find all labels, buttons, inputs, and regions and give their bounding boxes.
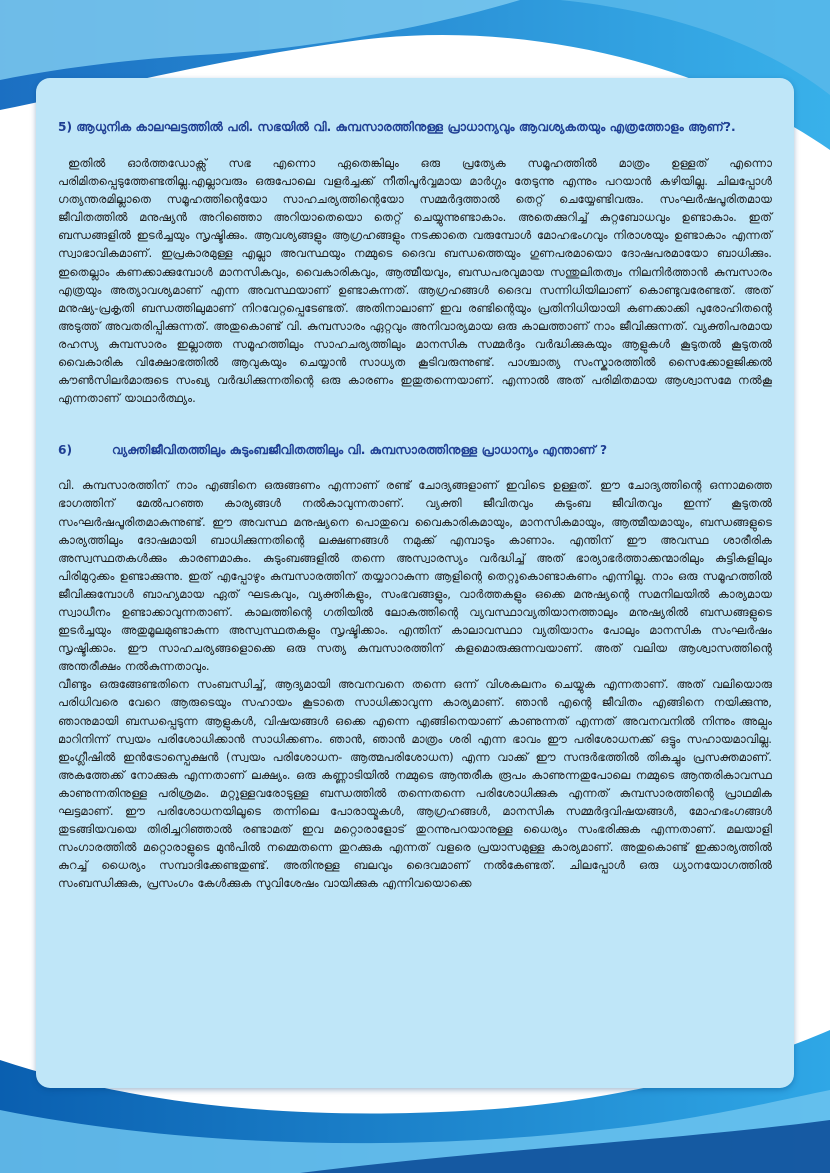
question-6-answer-paragraph-2: വീണ്ടും ഒരുങ്ങേണ്ടതിനെ സംബന്ധിച്ച്, ആദ്യമായി അവനവനെ തന്നെ ഒന്ന് വിശകലനം ചെയ്യുക എന്നതാണ്. അത് വലിയൊരു പരിധിവരെ വേറെ ആരുടെയും സഹായം കൂടാതെ സാധിക്കാവുന്ന കാര്യമാണ്. ഞാൻ എന്റെ ജീവിതം എങ്ങിനെ നയിക്കുന്നു, ഞാനുമായി ബന്ധപ്പെടുന്ന ആളുകൾ, വിഷയങ്ങൾ ഒക്കെ എന്നെ എങ്ങിനെയാണ് കാണുന്നത് എന്നത് അവനവനിൽ നിന്നും അല്പം മാറിനിന്ന് സ്വയം പരിശോധിക്കാൻ സാധിക്കണം. ഞാൻ, ഞാൻ മാത്രം ശരി എന്ന ഭാവം ഈ പരിശോധനക്ക് ഒട്ടും സഹായമാവില്ല. ഇംഗ്ലീഷിൽ ഇൻട്രോസ്പെക്ഷൻ (സ്വയം പരിശോധന- ആത്മപരിശോധന) എന്ന വാക്ക് ഈ സന്ദർഭത്തിൽ തികച്ചും പ്രസക്തമാണ്. അകത്തേക്ക് നോക്കുക എന്നതാണ് ലക്ഷ്യം. ഒരു കണ്ണാടിയിൽ നമ്മുടെ ആന്തരീക രൂപം കാണുന്നതുപോലെ നമ്മുടെ ആന്തരികാവസ്ഥ കാണുന്നതിനുള്ള പരിശ്രമം. മറ്റുള്ളവരോടുള്ള ബന്ധത്തിൽ തന്നെതന്നെ പരിശോധിക്കുക എന്നത് കുമ്പസാരത്തിന്റെ പ്രാഥമിക ഘട്ടമാണ്. ഈ പരിശോധനയിലൂടെ തന്നിലെ പോരായ്മകൾ, ആഗ്രഹങ്ങൾ, മാനസിക സമ്മർദ്ദവിഷയങ്ങൾ, മോഹഭംഗങ്ങൾ തുടങ്ങിയവയെ തിരിച്ചറിഞ്ഞാൽ രണ്ടാമത് ഇവ മറ്റൊരാളോട് തുറന്നുപറയാനുള്ള ധൈര്യം സംഭരിക്കുക എന്നതാണ്. മലയാളി സംഗാരത്തിൽ മറ്റൊരാളുടെ മുൻപിൽ നമ്മെതന്നെ തുറക്കുക എന്നത് വളരെ പ്രയാസമുള്ള കാര്യമാണ്. അതുകൊണ്ട് ഇക്കാര്യത്തിൽ കുറച്ച് ധൈര്യം സമ്പാദിക്കേണ്ടതുണ്ട്. അതിനുള്ള ബലവും ദൈവമാണ് നൽകേണ്ടത്. ചിലപ്പോൾ ഒരു ധ്യാനയോഗത്തിൽ സംബന്ധിക്കുക, പ്രസംഗം കേൾക്കുക സുവിശേഷം വായിക്കുക എന്നിവയൊക്കെ <box>58 677 772 891</box>
question-6-number: 6) <box>58 443 73 458</box>
question-6-title: വ്യക്തിജീവിതത്തിലും കുടുംബജീവിതത്തിലും വി. കുമ്പസാരത്തിനുള്ള പ്രാധാന്യം എന്താണ് ? <box>112 443 608 458</box>
content-card <box>36 78 794 1088</box>
question-5-answer: ഇതിൽ ഓർത്തഡോക്സ് സഭ എന്നൊ ഏതെങ്കിലും ഒരു പ്രത്യേക സമൂഹത്തിൽ മാത്രം ഉള്ളത് എന്നൊ പരിമിതപ്പെടുത്തേണ്ടതില്ല.എല്ലാവരും ഒരുപോലെ വളർച്ചക്ക് നീതിപൂർവ്വമായ മാർഗ്ഗം തേടുന്നു എന്നും പറയാൻ കഴിയില്ല. ചിലപ്പോൾ ഗത്യന്തരമില്ലാതെ സമൂഹത്തിന്റെയോ സാഹചര്യത്തിന്റെയോ സമ്മർദ്ദത്താൽ തെറ്റ് ചെയ്യേണ്ടിവരും. സംഘർഷപൂരിതമായ ജീവിതത്തിൽ മനുഷ്യൻ അറിഞ്ഞൊ അറിയാതെയൊ തെറ്റ് ചെയ്യുന്നുണ്ടാകാം. അതെക്കുറിച്ച് കുറ്റബോധവും ഉണ്ടാകാം. ഇത് ബന്ധങ്ങളിൽ ഇടർച്ചയും സൃഷ്ടിക്കും. ആവശ്യങ്ങളും ആഗ്രഹങ്ങളും നടക്കാതെ വരുമ്പോൾ മോഹഭംഗവും നിരാശയും ഉണ്ടാകാം എന്നത് സ്വാഭാവികമാണ്. ഇപ്രകാരമുള്ള എല്ലാ അവസ്ഥയും നമ്മുടെ ദൈവ ബന്ധത്തെയും ഗുണപരമായൊ ദോഷപരമായോ ബാധിക്കും. ഇതെല്ലാം കണക്കാക്കുമ്പോൾ മാനസികവും, വൈകാരികവും, ആത്മീയവും, ബന്ധപരവുമായ സന്തുലിതത്വം നിലനിർത്താൻ കുമ്പസാരം എത്രയും അത്യാവശ്യമാണ് എന്ന അവസ്ഥയാണ് ഉണ്ടാകുന്നത്. ആഗ്രഹങ്ങൾ ദൈവ സന്നിധിയിലാണ് കൊണ്ടുവരേണ്ടത്. അത് മനുഷ്യ-പ്രകൃതി ബന്ധത്തിലുമാണ് നിറവേറ്റപ്പെടേണ്ടത്. അതിനാലാണ് ഇവ രണ്ടിന്റെയും പ്രതിനിധിയായി കണക്കാക്കി പുരോഹിതന്റെ അടുത്ത് അവതരിപ്പിക്കുന്നത്. അതുകൊണ്ട് വി. കുമ്പസാരം ഏറ്റവും അനിവാര്യമായ ഒരു കാലത്താണ് നാം ജീവിക്കുന്നത്. വ്യക്തിപരമായ രഹസ്യ കുമ്പസാരം ഇല്ലാത്ത സമൂഹത്തിലും സാഹചര്യത്തിലും മാനസിക സമ്മർദ്ദം വർദ്ധിക്കുകയും ആളുകൾ കൂടുതൽ കൂടുതൽ വൈകാരിക വിക്ഷോഭത്തിൽ ആവുകയും ചെയ്യാൻ സാധ്യത കൂടിവരുന്നുണ്ട്. പാശ്ചാത്യ സംസ്കാരത്തിൽ സൈക്കോളജിക്കൽ കൗൺസിലർമാരുടെ സംഖ്യ വർദ്ധിക്കുന്നതിന്റെ ഒരു കാരണം ഇതുതന്നെയാണ്. എന്നാൽ അത് പരിമിതമായ ആശ്വാസമേ നൽകൂ എന്നതാണ് യാഥാർത്ഥ്യം. <box>58 156 772 406</box>
question-6-heading <box>58 441 772 460</box>
question-6-answer-paragraph-1: വി. കുമ്പസാരത്തിന് നാം എങ്ങിനെ ഒരുങ്ങണം എന്നാണ് രണ്ട് ചോദ്യങ്ങളാണ് ഇവിടെ ഉള്ളത്. ഈ ചോദ്യത്തിന്റെ ഒന്നാമത്തെ ഭാഗത്തിന് മേൽപറഞ്ഞ കാര്യങ്ങൾ നൽകാവുന്നതാണ്. വ്യക്തി ജീവിതവും കുടുംബ ജീവിതവും ഇന്ന് കൂടുതൽ സംഘർഷപൂരിതമാകുന്നുണ്ട്. ഈ അവസ്ഥ മനുഷ്യനെ പൊതുവെ വൈകാരികമായും, മാനസികമായും, ആത്മീയമായും, ബന്ധങ്ങളുടെ കാര്യത്തിലും ദോഷമായി ബാധിക്കുന്നതിന്റെ ലക്ഷണങ്ങൾ നമുക്ക് എമ്പാടും കാണാം. എന്തിന് ഈ അവസ്ഥ ശാരീരിക അസ്വസ്ഥതകൾക്കും കാരണമാകും. കുടുംബങ്ങളിൽ തന്നെ അസ്വാരസ്യം വർദ്ധിച്ച് അത് ഭാര്യാഭർത്താക്കന്മാരിലും കുട്ടികളിലും പിരിമുറുക്കം ഉണ്ടാക്കുന്നു. ഇത് എപ്പോഴും കുമ്പസാരത്തിന് തയ്യാറാകുന്ന ആളിന്റെ തെറ്റുകൊണ്ടാകണം എന്നില്ല. നാം ഒരു സമൂഹത്തിൽ ജീവിക്കുമ്പോൾ ബാഹ്യമായ ഏത് ഘടകവും, വ്യക്തികളും, സംഭവങ്ങളും, വാർത്തകളും ഒക്കെ മനുഷ്യന്റെ സമനിലയിൽ കാര്യമായ സ്വാധീനം ഉണ്ടാക്കാവുന്നതാണ്. കാലത്തിന്റെ ഗതിയിൽ ലോകത്തിന്റെ വ്യവസ്ഥാവ്യതിയാനത്താലും മനുഷ്യരിൽ ബന്ധങ്ങളുടെ ഇടർച്ചയും അതുമൂലമുണ്ടാകുന്ന അസ്വസ്ഥതകളും സൃഷ്ടിക്കാം. എന്തിന് കാലാവസ്ഥാ വ്യതിയാനം പോലും മാനസിക സംഘർഷം സൃഷ്ടിക്കാം. ഈ സാഹചര്യങ്ങളൊക്കെ ഒരു സത്യ കുമ്പസാരത്തിന് കളമൊരുക്കുന്നവയാണ്. അത് വലിയ ആശ്വാസത്തിന്റെ അന്തരീക്ഷം നൽകുന്നതാവും. <box>58 478 772 674</box>
question-5-heading: 5) ആധുനിക കാലഘട്ടത്തിൽ പരി. സഭയിൽ വി. കുമ്പസാരത്തിനുള്ള പ്രാധാന്യവും ആവശ്യകതയും എത്രത്തോളം ആണ്?. <box>58 120 736 134</box>
